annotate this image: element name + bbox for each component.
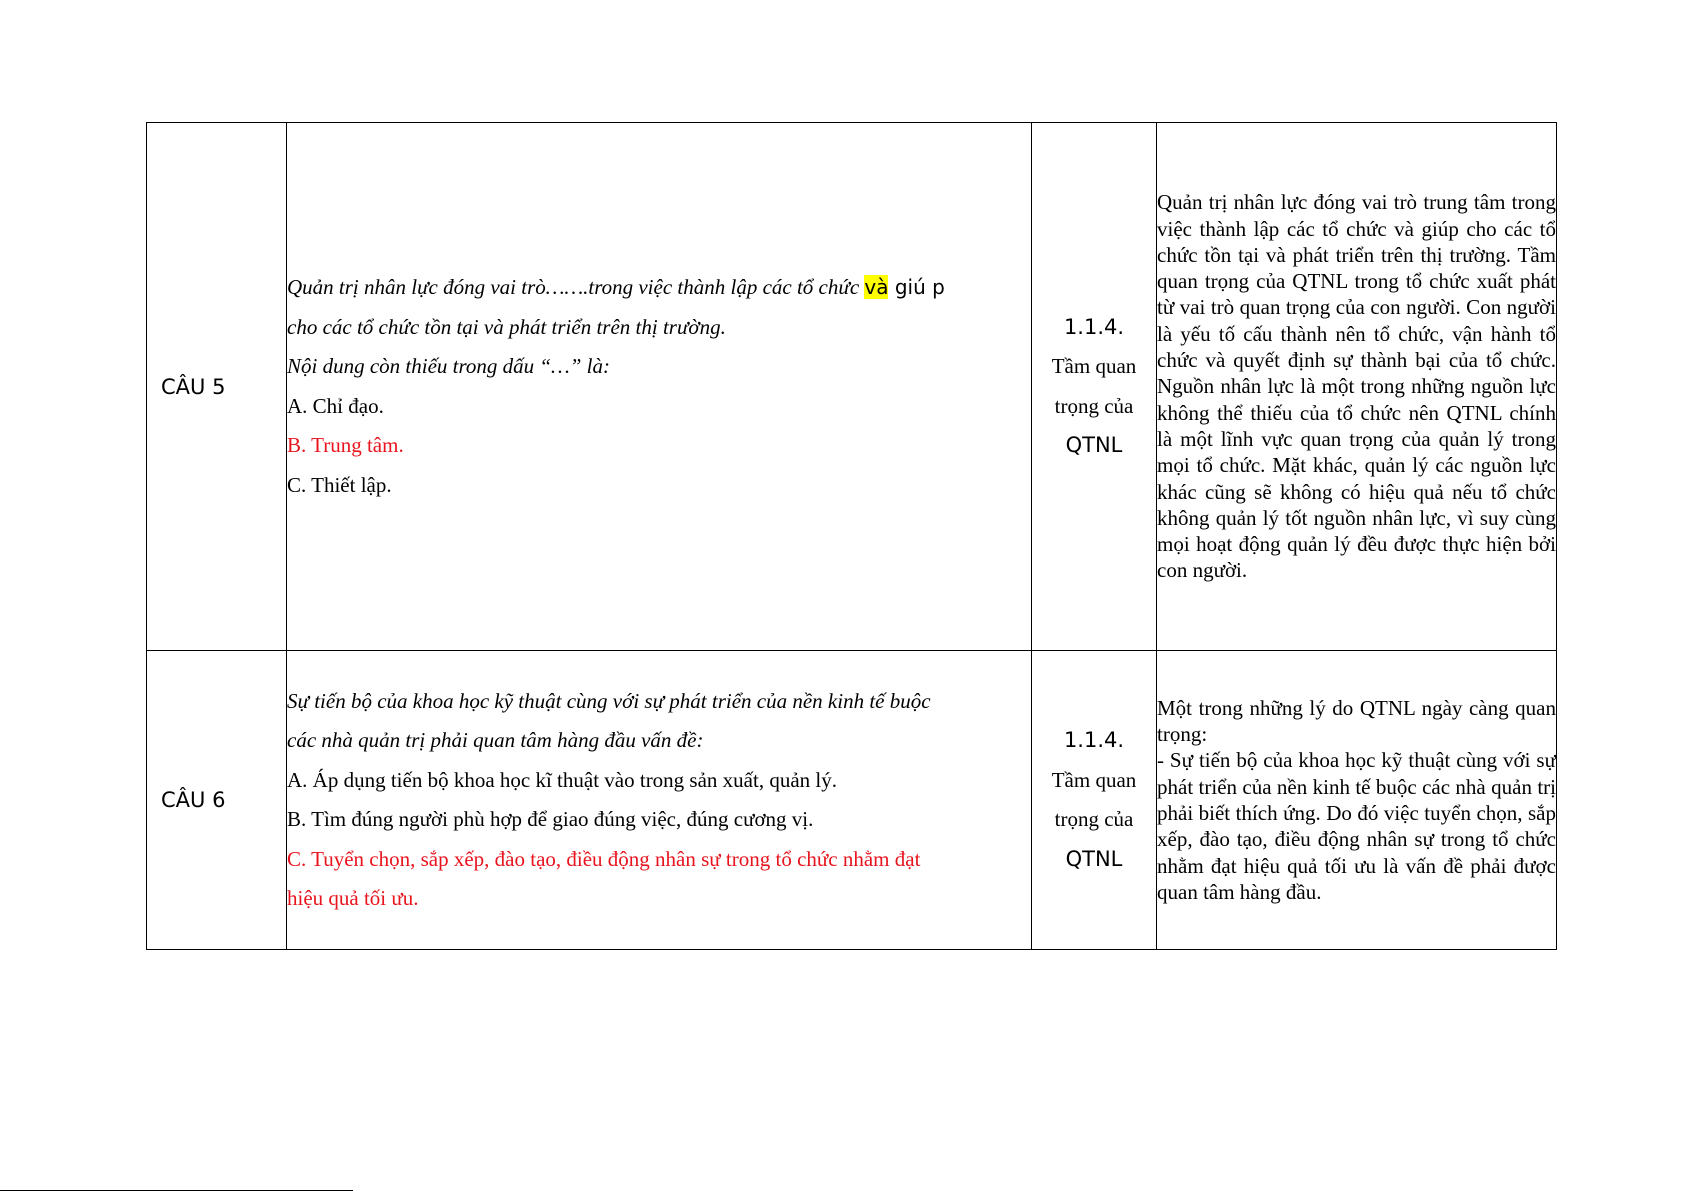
table-row <box>147 123 1557 651</box>
question-label: CÂU 5 <box>147 123 287 651</box>
question-text: Nội dung còn thiếu trong dấu “…” là: <box>287 354 610 378</box>
option-a: A. Áp dụng tiến bộ khoa học kĩ thuật vào trong sản xuất, quản lý. <box>287 767 837 792</box>
section-code: 1.1.4. <box>1063 728 1125 752</box>
question-text <box>287 268 1031 308</box>
question-cell <box>287 123 1032 651</box>
section-title: QTNL <box>1065 433 1123 457</box>
section-title: Tầm quan <box>1051 767 1137 792</box>
option-c-correct: hiệu quả tối ưu. <box>287 886 419 910</box>
section-title: Tầm quan <box>1051 354 1137 378</box>
section-reference <box>1032 123 1157 651</box>
question-text: các nhà quản trị phải quan tâm hàng đầu vấn đề: <box>287 728 704 752</box>
explanation-text: Quản trị nhân lực đóng vai trò trung tâm trong việc thành lập các tổ chức và giúp cho các tổ chức tồn tại và phát triển trên thị trường. Tầm quan trọng của QTNL trong tổ chức xuất phát từ vai trò quan trọng của con người. Con người là yếu tố cấu thành nên tổ chức, vận hành tổ chức và quyết định sự thành bại của tổ chức. Nguồn nhân lực là một trong những nguồn lực không thể thiếu của tổ chức nên QTNL chính là một lĩnh vực quan trọng của quản lý trong mọi tổ chức. Mặt khác, quản lý các nguồn lực khác cũng sẽ không có hiệu quả nếu tổ chức không quản lý tốt nguồn nhân lực, vì suy cùng mọi hoạt động quản lý đều được thực hiện bởi con người. <box>1157 190 1556 583</box>
explanation-text: - Sự tiến bộ của khoa học kỹ thuật cùng với sự phát triển của nền kinh tế buộc các nhà quản trị phải biết thích ứng. Do đó việc tuyển chọn, sắp xếp, đào tạo, điều động nhân sự trong tổ chức nhằm đạt hiệu quả tối ưu là vấn đề phải được quan tâm hàng đầu. <box>1157 748 1556 904</box>
question-label: CÂU 6 <box>147 651 287 950</box>
option-c: C. Thiết lập. <box>287 472 392 497</box>
explanation-text: Một trong những lý do QTNL ngày càng quan trọng: <box>1157 695 1556 747</box>
highlighted-word: và <box>864 275 889 299</box>
question-text-part: Quản trị nhân lực đóng vai trò…….trong việc thành lập các tổ chức <box>287 275 865 299</box>
section-title: trọng của <box>1054 393 1134 418</box>
question-text-part: giú p <box>888 275 945 299</box>
question-text: Sự tiến bộ của khoa học kỹ thuật cùng với sự phát triển của nền kinh tế buộc <box>287 688 931 713</box>
question-cell <box>287 651 1032 950</box>
section-title: trọng của <box>1054 807 1134 831</box>
section-reference <box>1032 651 1157 950</box>
option-b: B. Tìm đúng người phù hợp để giao đúng việc, đúng cương vị. <box>287 807 814 831</box>
question-text: cho các tổ chức tồn tại và phát triển trên thị trường. <box>287 314 726 339</box>
explanation-cell <box>1157 123 1557 651</box>
question-table <box>146 122 1557 950</box>
option-c-correct: C. Tuyển chọn, sắp xếp, đào tạo, điều động nhân sự trong tổ chức nhằm đạt <box>287 846 921 871</box>
table-row <box>147 651 1557 950</box>
option-a: A. Chỉ đạo. <box>287 393 384 418</box>
explanation-cell <box>1157 651 1557 950</box>
section-title: QTNL <box>1065 846 1123 871</box>
option-b-correct: B. Trung tâm. <box>287 433 404 457</box>
section-code: 1.1.4. <box>1063 314 1125 339</box>
